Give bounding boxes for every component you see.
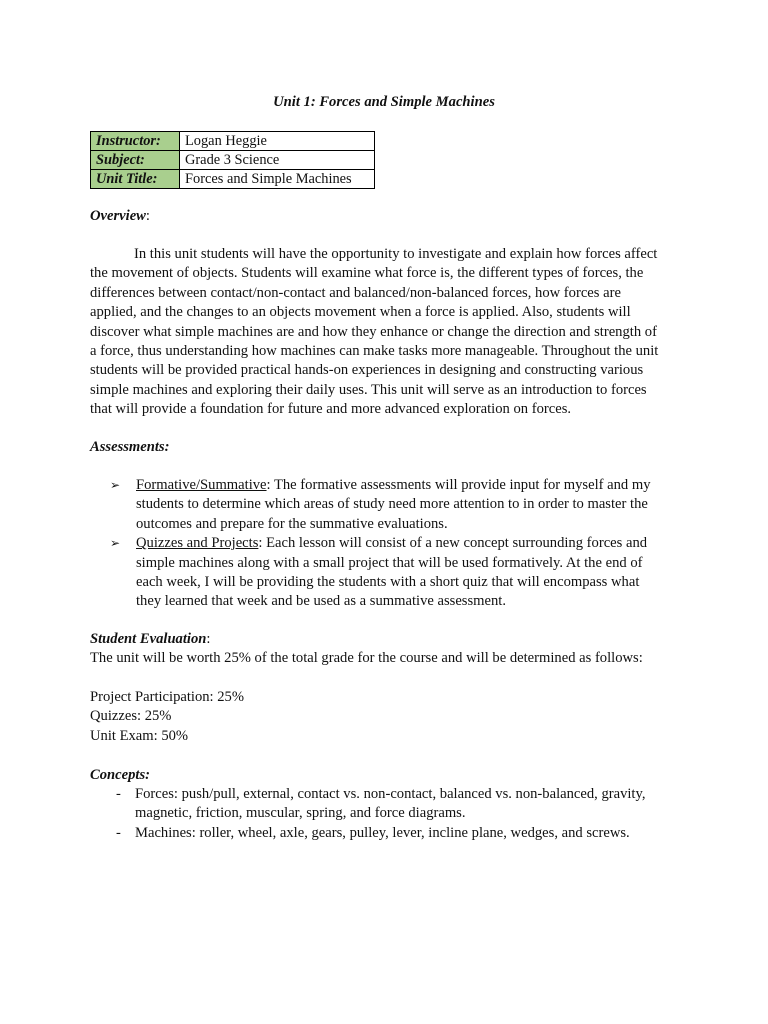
- subject-label: Subject:: [91, 151, 180, 170]
- overview-line: differences between contact/non-contact and balanced/non-balanced forces, how forces are: [90, 284, 621, 301]
- overview-heading-line: [90, 207, 680, 226]
- table-row: [91, 151, 375, 170]
- unit-title-label: Unit Title:: [91, 170, 180, 189]
- assessment-text: each week, I will be providing the students with a short quiz that will encompass what: [136, 574, 640, 591]
- assessment-text: they learned that week and be used as a summative assessment.: [136, 593, 506, 610]
- overview-line: applied, and the changes to an objects movement when a force is applied. Also, students will: [90, 304, 631, 321]
- concepts-heading: Concepts:: [90, 767, 150, 783]
- overview-line: discover what simple machines are and how they enhance or change the direction and strength of: [90, 323, 657, 340]
- document-title: Unit 1: Forces and Simple Machines: [273, 94, 495, 110]
- overview-paragraph: [90, 245, 680, 420]
- grade-breakdown-item: Unit Exam: 50%: [90, 727, 189, 744]
- list-item: [110, 785, 682, 824]
- assessment-text: students to determine which areas of study need more attention to in order to master the: [136, 496, 648, 513]
- instructor-label: Instructor:: [91, 132, 180, 151]
- student-evaluation-heading: Student Evaluation: [90, 631, 207, 647]
- table-row: [91, 132, 375, 151]
- overview-line: that will provide a foundation for future and more advanced exploration on forces.: [90, 401, 572, 418]
- assessments-heading-line: [90, 438, 680, 457]
- overview-line: simple machines and exploring their daily uses. This unit will serve as an introduction to forces: [90, 381, 647, 398]
- assessment-text: : Each lesson will consist of a new concept surrounding forces and: [258, 535, 648, 552]
- assessment-term: Quizzes and Projects: [136, 535, 259, 552]
- grade-breakdown: [90, 688, 680, 746]
- grade-breakdown-item: Project Participation: 25%: [90, 689, 245, 705]
- overview-line: the movement of objects. Students will examine what force is, the different types of forces, the: [90, 265, 644, 282]
- assessment-text: : The formative assessments will provide input for myself and my: [266, 477, 651, 493]
- arrow-bullet-icon: ➢: [110, 478, 121, 492]
- arrow-bullet-icon: ➢: [110, 536, 121, 551]
- overview-line: a force, thus understanding how machines can make tasks more manageable. Throughout the unit: [90, 343, 659, 360]
- assessment-text: simple machines along with a small project that will be used formatively. At the end of: [136, 554, 643, 571]
- concepts-list: [110, 785, 682, 843]
- list-item: [110, 824, 682, 843]
- assessments-list: [110, 476, 682, 612]
- table-row: [91, 170, 375, 189]
- overview-line: students will be provided practical hands-on experiences in designing and constructing various: [90, 362, 644, 379]
- concept-text: Machines: roller, wheel, axle, gears, pulley, lever, incline plane, wedges, and screws.: [135, 824, 630, 841]
- unit-title-value: Forces and Simple Machines: [180, 170, 375, 189]
- concept-text: magnetic, friction, muscular, spring, and force diagrams.: [135, 805, 466, 822]
- concepts-heading-line: [90, 766, 680, 785]
- dash-bullet-icon: -: [116, 824, 121, 841]
- subject-value: Grade 3 Science: [180, 151, 375, 170]
- list-item: [110, 476, 682, 534]
- assessment-text: outcomes and prepare for the summative evaluations.: [136, 515, 448, 532]
- dash-bullet-icon: -: [116, 786, 121, 802]
- instructor-value: Logan Heggie: [180, 132, 375, 151]
- student-evaluation-section: [90, 630, 680, 669]
- overview-line: In this unit students will have the opportunity to investigate and explain how forces affect: [134, 246, 658, 262]
- unit-info-table: [90, 131, 375, 189]
- list-item: [110, 534, 682, 612]
- overview-heading: Overview: [90, 208, 146, 224]
- grade-breakdown-item: Quizzes: 25%: [90, 708, 172, 725]
- concept-text: Forces: push/pull, external, contact vs. non-contact, balanced vs. non-balanced, gravity,: [135, 786, 646, 802]
- assessment-term: Formative/Summative: [136, 477, 267, 493]
- student-evaluation-intro: The unit will be worth 25% of the total grade for the course and will be determined as follows:: [90, 650, 643, 667]
- student-evaluation-heading-colon: :: [206, 631, 211, 647]
- overview-heading-colon: :: [145, 208, 150, 224]
- assessments-heading: Assessments:: [90, 439, 170, 455]
